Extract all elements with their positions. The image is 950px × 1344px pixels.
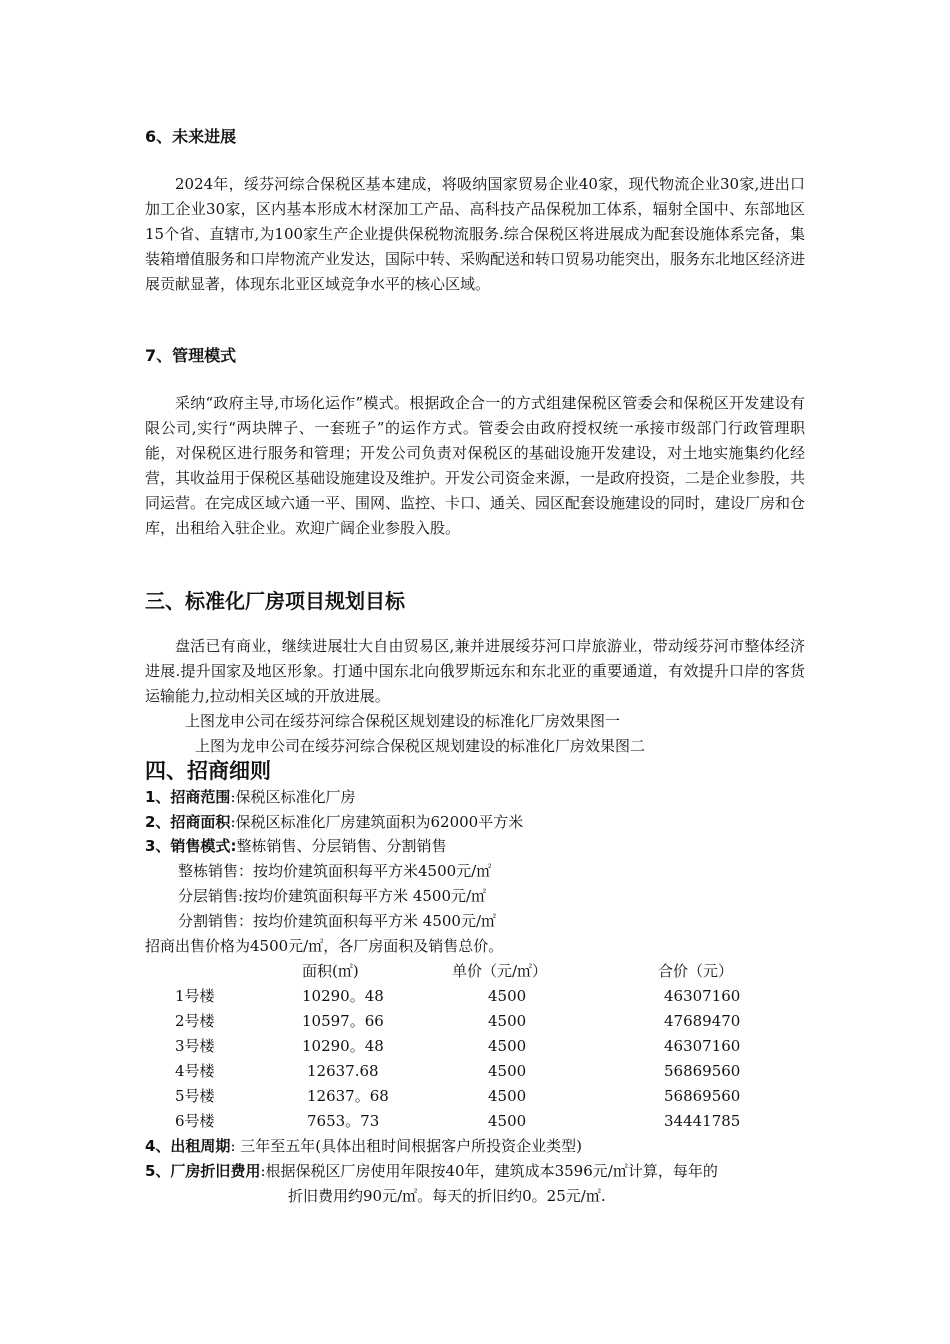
table-row-total: 46307160 <box>664 987 741 1005</box>
price-note: 招商出售价格为4500元/㎡，各厂房面积及销售总价。 <box>145 937 504 955</box>
item-4-text: : 三年至五年(具体出租时间根据客户所投资企业类型) <box>230 1137 582 1155</box>
sale-mode-whole: 整栋销售：按均价建筑面积每平方米4500元/㎡ <box>178 862 492 880</box>
table-row-unit: 4500 <box>488 987 527 1005</box>
table-row-unit: 4500 <box>488 1012 527 1030</box>
table-row-name: 4号楼 <box>175 1062 215 1080</box>
table-header-total: 合价（元） <box>658 962 734 980</box>
section-three-heading: 三、标准化厂房项目规划目标 <box>145 589 405 613</box>
section-three-paragraph: 盘活已有商业，继续进展壮大自由贸易区,兼并进展绥芬河口岸旅游业，带动绥芬河市整体经济进展.提升国家及地区形象。打通中国东北向俄罗斯远东和东北亚的重要通道，有效提升口岸的客货运输能力,拉动相关区域的开放进展。 <box>145 637 805 705</box>
item-4 <box>145 1135 582 1157</box>
item-5-text: :根据保税区厂房使用年限按40年，建筑成本3596元/㎡计算，每年的 <box>260 1162 718 1180</box>
item-3-label: 3、销售模式: <box>145 837 237 855</box>
section-6-heading: 6、未来进展 <box>145 127 237 146</box>
section-7-paragraph: 采纳“政府主导,市场化运作”模式。根据政企合一的方式组建保税区管委会和保税区开发建设有限公司,实行“两块牌子、一套班子”的运作方式。管委会由政府授权统一承接市级部门行政管理职能，对保税区进行服务和管理；开发公司负责对保税区的基础设施开发建设，对土地实施集约化经营，其收益用于保税区基础设施建设及维护。开发公司资金来源，一是政府投资，二是企业参股，共同运营。在完成区域六通一平、围网、监控、卡口、通关、园区配套设施建设的同时，建设厂房和仓库，出租给入驻企业。欢迎广阔企业参股入股。 <box>145 394 806 537</box>
table-row-name: 2号楼 <box>175 1012 215 1030</box>
item-1 <box>145 786 356 808</box>
table-row-name: 1号楼 <box>175 987 215 1005</box>
item-2-text: :保税区标准化厂房建筑面积为62000平方米 <box>230 813 524 831</box>
table-row-unit: 4500 <box>488 1037 527 1055</box>
item-5 <box>145 1160 718 1182</box>
item-2-label: 2、招商面积 <box>145 813 231 831</box>
table-row-area: 7653。73 <box>307 1112 380 1130</box>
table-row-total: 34441785 <box>664 1112 741 1130</box>
item-5-label: 5、厂房折旧费用 <box>145 1162 261 1180</box>
table-row-area: 12637.68 <box>307 1062 379 1080</box>
item-2 <box>145 811 523 833</box>
item-3-text: 整栋销售、分层销售、分割销售 <box>236 837 447 855</box>
figure-caption-1: 上图龙申公司在绥芬河综合保税区规划建设的标准化厂房效果图一 <box>185 712 621 730</box>
sale-mode-split: 分割销售：按均价建筑面积每平方米 4500元/㎡ <box>178 912 496 930</box>
item-1-text: :保税区标准化厂房 <box>230 788 356 806</box>
sale-mode-floor: 分层销售:按均价建筑面积每平方米 4500元/㎡ <box>178 887 487 905</box>
table-row-total: 56869560 <box>664 1087 741 1105</box>
table-row-name: 3号楼 <box>175 1037 215 1055</box>
table-row-total: 46307160 <box>664 1037 741 1055</box>
figure-caption-2: 上图为龙申公司在绥芬河综合保税区规划建设的标准化厂房效果图二 <box>195 737 646 755</box>
table-row-total: 47689470 <box>664 1012 741 1030</box>
table-header-area: 面积(㎡) <box>302 962 359 980</box>
table-row-area: 10290。48 <box>302 1037 384 1055</box>
table-row-area: 10290。48 <box>302 987 384 1005</box>
section-four-heading: 四、招商细则 <box>145 759 271 783</box>
table-row-unit: 4500 <box>488 1112 527 1130</box>
table-row-total: 56869560 <box>664 1062 741 1080</box>
item-1-label: 1、招商范围 <box>145 788 231 806</box>
table-row-unit: 4500 <box>488 1087 527 1105</box>
section-6-paragraph: 2024年，绥芬河综合保税区基本建成，将吸纳国家贸易企业40家，现代物流企业30家,进出口加工企业30家，区内基本形成木材深加工产品、高科技产品保税加工体系，辐射全国中、东部地区15个省、直辖市,为100家生产企业提供保税物流服务.综合保税区将进展成为配套设施体系完备，集装箱增值服务和口岸物流产业发达，国际中转、采购配送和转口贸易功能突出，服务东北地区经济进展贡献显著，体现东北亚区域竞争水平的核心区域。 <box>145 175 806 293</box>
item-5-continuation: 折旧费用约90元/㎡。每天的折旧约0。25元/㎡. <box>288 1187 606 1205</box>
table-row-name: 6号楼 <box>175 1112 215 1130</box>
table-header-unit: 单价（元/㎡） <box>452 962 548 980</box>
table-row-unit: 4500 <box>488 1062 527 1080</box>
table-row-area: 12637。68 <box>307 1087 389 1105</box>
table-row-area: 10597。66 <box>302 1012 384 1030</box>
section-7-heading: 7、管理模式 <box>145 346 237 365</box>
table-row-name: 5号楼 <box>175 1087 215 1105</box>
item-3 <box>145 835 446 857</box>
item-4-label: 4、出租周期 <box>145 1137 231 1155</box>
